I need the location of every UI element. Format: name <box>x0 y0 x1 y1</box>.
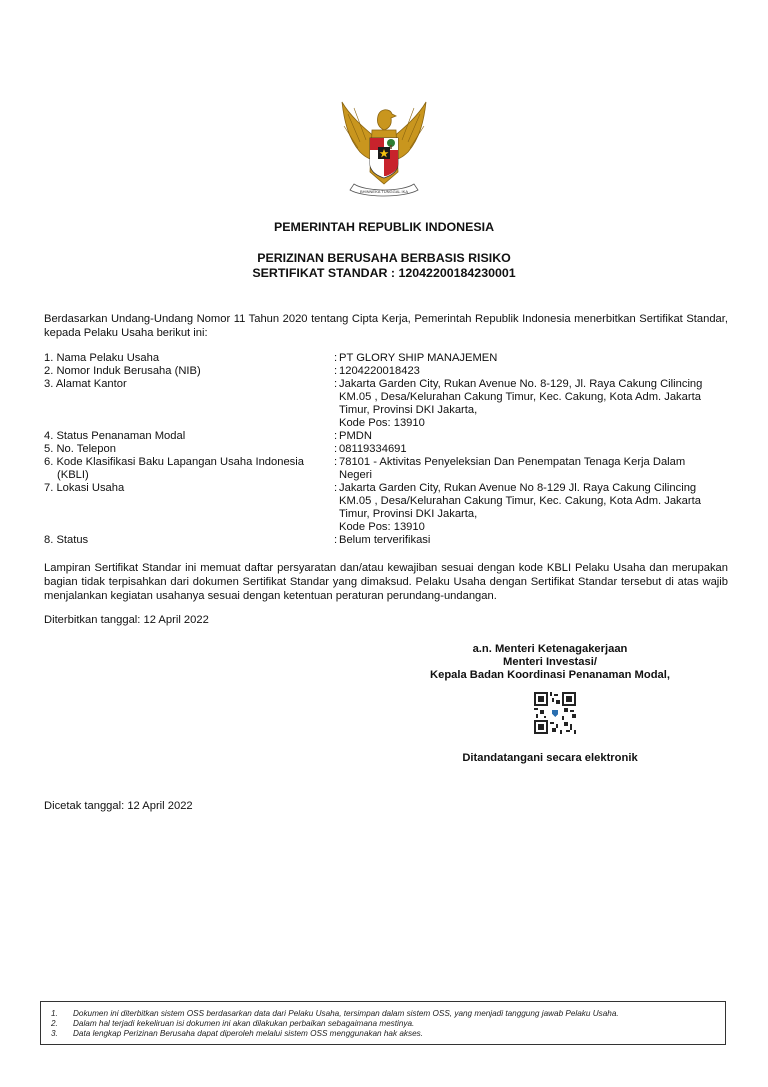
field-label: 3. Alamat Kantor <box>44 378 127 390</box>
emblem-motto: BHINNEKA TUNGGAL IKA <box>359 189 409 194</box>
field-value: PT GLORY SHIP MANAJEMEN <box>339 352 498 364</box>
attachment-paragraph: Lampiran Sertifikat Standar ini memuat daftar persyaratan dan/atau kewajiban sesuai dengan kode KBLI Pelaku Usaha dan merupakan bagian tidak terpisahkan dari dokumen Sertifikat Standar yang dimaksud. Pelaku Usaha dengan Sertifikat Standar tersebut di atas wajib menjalankan kegiatan usahanya sesuai dengan ketentuan peraturan perundang-undangan. <box>44 562 728 602</box>
certificate-number: SERTIFIKAT STANDAR : 12042200184230001 <box>252 266 516 280</box>
field-value-line: Timur, Provinsi DKI Jakarta, <box>339 508 478 520</box>
document-title: PERIZINAN BERUSAHA BERBASIS RISIKO <box>257 251 511 265</box>
field-label: 1. Nama Pelaku Usaha <box>44 352 160 364</box>
field-label: 7. Lokasi Usaha <box>44 482 125 494</box>
field-value-line: Negeri <box>339 469 372 481</box>
field-label: 4. Status Penanaman Modal <box>44 430 186 442</box>
signatory-line-2: Menteri Investasi/ <box>503 656 597 668</box>
field-value-line: KM.05 , Desa/Kelurahan Cakung Timur, Kec. Cakung, Kota Adm. Jakarta <box>339 495 701 507</box>
field-value-line: Kode Pos: 13910 <box>339 521 425 533</box>
footnotes-box <box>40 1001 726 1045</box>
field-label: 2. Nomor Induk Berusaha (NIB) <box>44 365 201 377</box>
field-value: Belum terverifikasi <box>339 534 431 546</box>
field-label: 5. No. Telepon <box>44 443 116 455</box>
field-value-line: Jakarta Garden City, Rukan Avenue No 8-129 Jl. Raya Cakung Cilincing <box>339 482 697 494</box>
footnote-text: Dokumen ini diterbitkan sistem OSS berdasarkan data dari Pelaku Usaha, tersimpan dalam sistem OSS, yang menjadi tanggung jawab Pelaku Usaha. <box>73 1009 619 1018</box>
government-heading: PEMERINTAH REPUBLIK INDONESIA <box>273 220 495 234</box>
field-value: 08119334691 <box>339 443 407 455</box>
footnote-number: 3. <box>51 1029 58 1038</box>
footnote-number: 1. <box>51 1009 58 1018</box>
field-value-line: 78101 - Aktivitas Penyeleksian Dan Penempatan Tenaga Kerja Dalam <box>339 456 686 468</box>
qr-code-icon <box>534 692 576 734</box>
intro-paragraph: Berdasarkan Undang-Undang Nomor 11 Tahun 2020 tentang Cipta Kerja, Pemerintah Republik Indonesia menerbitkan Sertifikat Standar, kepada Pelaku Usaha berikut ini: <box>44 313 728 339</box>
field-value-line: Kode Pos: 13910 <box>339 417 425 429</box>
field-value-line: Timur, Provinsi DKI Jakarta, <box>339 404 478 416</box>
printed-date: Dicetak tanggal: 12 April 2022 <box>44 800 193 812</box>
signatory-line-3: Kepala Badan Koordinasi Penanaman Modal, <box>430 669 670 681</box>
field-value: PMDN <box>339 430 372 442</box>
issued-date: Diterbitkan tanggal: 12 April 2022 <box>44 614 209 626</box>
footnote-text: Data lengkap Perizinan Berusaha dapat diperoleh melalui sistem OSS menggunakan hak akses. <box>73 1029 423 1038</box>
field-label: 8. Status <box>44 534 89 546</box>
footnote-text: Dalam hal terjadi kekeliruan isi dokumen ini akan dilakukan perbaikan sebagaimana mestinya. <box>73 1019 415 1028</box>
field-value-line: Jakarta Garden City, Rukan Avenue No. 8-129, Jl. Raya Cakung Cilincing <box>339 378 703 390</box>
field-label-line: 6. Kode Klasifikasi Baku Lapangan Usaha Indonesia <box>44 456 304 468</box>
field-label-line: (KBLI) <box>57 469 89 481</box>
garuda-emblem-icon <box>336 98 432 204</box>
footnote-number: 2. <box>51 1019 58 1028</box>
electronic-signature-note: Ditandatangani secara elektronik <box>462 752 638 764</box>
field-value-line: KM.05 , Desa/Kelurahan Cakung Timur, Kec. Cakung, Kota Adm. Jakarta <box>339 391 701 403</box>
signatory-line-1: a.n. Menteri Ketenagakerjaan <box>472 643 628 655</box>
field-value: 1204220018423 <box>339 365 420 377</box>
